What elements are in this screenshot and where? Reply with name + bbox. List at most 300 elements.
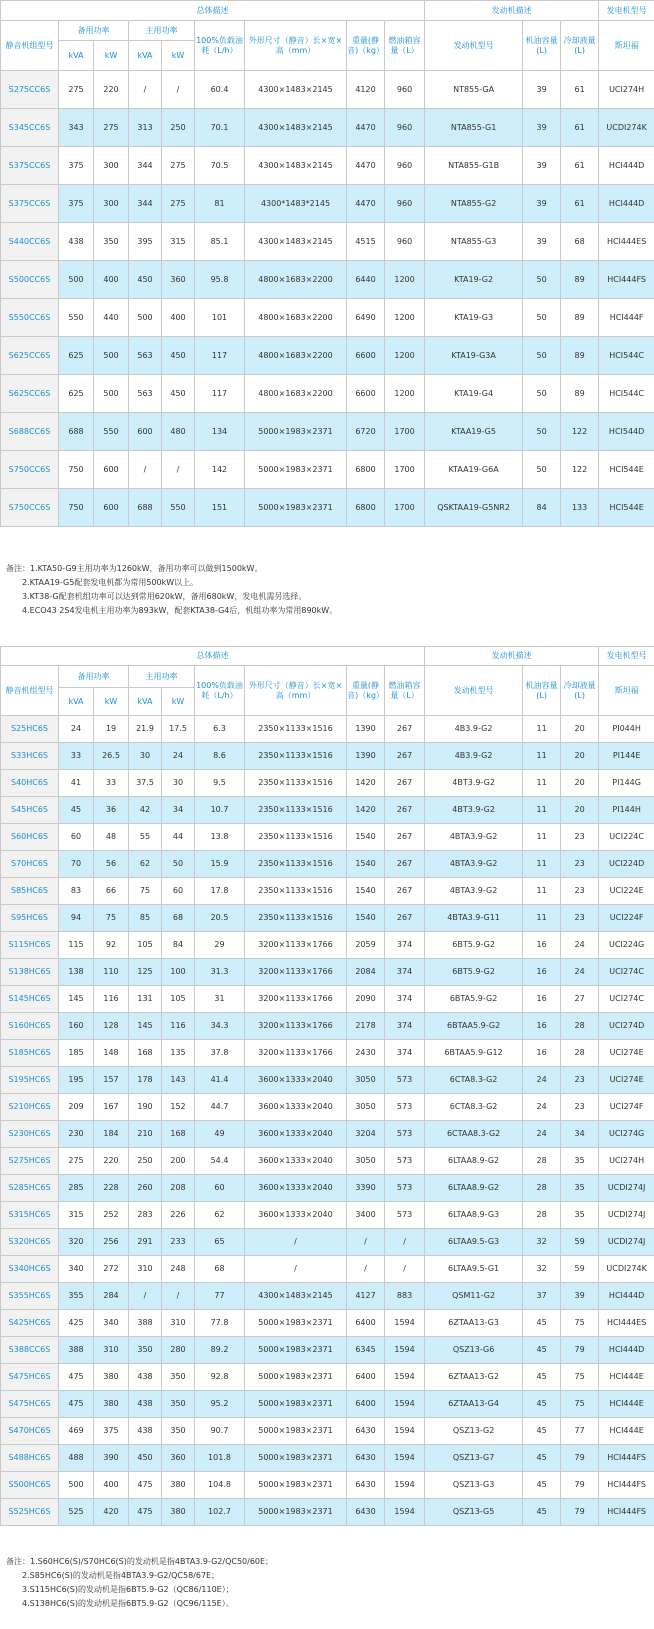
- standby-kw-cell: 380: [94, 1391, 129, 1418]
- weight-cell: 6430: [347, 1499, 385, 1526]
- fuel-cell: 85.1: [195, 223, 245, 261]
- coolant-cell: 39: [561, 1283, 599, 1310]
- standby-kva-cell: 230: [59, 1121, 94, 1148]
- standby-kw-cell: 375: [94, 1418, 129, 1445]
- standby-kva-cell: 94: [59, 905, 94, 932]
- oil-cell: 16: [523, 1013, 561, 1040]
- note-line: 备注：1.KTA50-G9主用功率为1260kW，备用功率可以做到1500kW。: [6, 564, 263, 573]
- table-row: [1, 932, 654, 959]
- prime-kw-cell: 380: [162, 1499, 195, 1526]
- prime-kw-cell: 30: [162, 770, 195, 797]
- fuel-cell: 20.5: [195, 905, 245, 932]
- prime-kw-cell: 24: [162, 743, 195, 770]
- alternator-header: 发电机型号: [599, 647, 654, 666]
- prime-kva-cell: 450: [129, 1445, 162, 1472]
- oil-cell: 28: [523, 1175, 561, 1202]
- note-line: 3.KT38-G配套机组功率可以达到常用620kW，备用680kW，发电机需另选择。: [22, 592, 307, 601]
- weight-cell: 6600: [347, 375, 385, 413]
- standby-kw-cell: 256: [94, 1229, 129, 1256]
- model-cell: S475HC6S: [1, 1391, 59, 1418]
- alternator-cell: UCI224F: [599, 905, 654, 932]
- engine-header: 发动机描述: [425, 1, 599, 21]
- weight-cell: 2084: [347, 959, 385, 986]
- coolant-cell: 61: [561, 109, 599, 147]
- kva-header: kVA: [129, 41, 162, 71]
- standby-kva-cell: 469: [59, 1418, 94, 1445]
- table-row: [1, 1040, 654, 1067]
- dimensions-cell: 3200×1133×1766: [245, 1013, 347, 1040]
- weight-cell: 1420: [347, 797, 385, 824]
- tank-cell: 1200: [385, 337, 425, 375]
- table-body: [1, 716, 654, 1526]
- engine-model-cell: KTA19-G3: [425, 299, 523, 337]
- weight-cell: 4127: [347, 1283, 385, 1310]
- prime-kw-cell: 350: [162, 1364, 195, 1391]
- fuel-cell: 90.7: [195, 1418, 245, 1445]
- oil-cell: 45: [523, 1445, 561, 1472]
- alternator-cell: UCI274E: [599, 1067, 654, 1094]
- table-body: [1, 71, 654, 527]
- table-row: [1, 71, 654, 109]
- tank-cell: 267: [385, 905, 425, 932]
- prime-kw-cell: 400: [162, 299, 195, 337]
- fuel-cell: 62: [195, 1202, 245, 1229]
- weight-cell: 1420: [347, 770, 385, 797]
- table-row: [1, 1337, 654, 1364]
- tank-cell: 374: [385, 986, 425, 1013]
- prime-kva-cell: 250: [129, 1148, 162, 1175]
- alternator-cell: PI144G: [599, 770, 654, 797]
- alt-brand-header: 斯坦福: [599, 21, 654, 71]
- weight-cell: 1540: [347, 905, 385, 932]
- fuel-header: 100%负载油耗（L/h）: [195, 666, 245, 716]
- coolant-cell: 89: [561, 299, 599, 337]
- weight-cell: 2090: [347, 986, 385, 1013]
- standby-kw-cell: 500: [94, 337, 129, 375]
- engine-model-cell: 4BTA3.9-G2: [425, 851, 523, 878]
- alternator-cell: HCI444FS: [599, 1445, 654, 1472]
- fuel-cell: 41.4: [195, 1067, 245, 1094]
- model-cell: S85HC6S: [1, 878, 59, 905]
- oil-cell: 11: [523, 824, 561, 851]
- engine-model-cell: 6BT5.9-G2: [425, 932, 523, 959]
- fuel-cell: 117: [195, 337, 245, 375]
- fuel-cell: 134: [195, 413, 245, 451]
- alternator-cell: HCI444D: [599, 185, 654, 223]
- dimensions-cell: 5000×1983×2371: [245, 489, 347, 527]
- dimensions-cell: 3600×1333×2040: [245, 1121, 347, 1148]
- fuel-cell: 54.4: [195, 1148, 245, 1175]
- kw-header: kW: [162, 688, 195, 716]
- prime-kva-cell: 55: [129, 824, 162, 851]
- oil-cell: 11: [523, 716, 561, 743]
- engine-model-cell: NT855-GA: [425, 71, 523, 109]
- prime-kw-cell: 152: [162, 1094, 195, 1121]
- table-row: [1, 1283, 654, 1310]
- standby-power-header: 备用功率: [59, 21, 129, 41]
- coolant-cell: 20: [561, 743, 599, 770]
- prime-kw-cell: 550: [162, 489, 195, 527]
- prime-kva-cell: 291: [129, 1229, 162, 1256]
- fuel-cell: 104.8: [195, 1472, 245, 1499]
- weight-cell: 4470: [347, 109, 385, 147]
- spec-table: [0, 0, 654, 527]
- dimensions-cell: 2350×1133×1516: [245, 743, 347, 770]
- dimensions-cell: 4300×1483×2145: [245, 71, 347, 109]
- standby-kw-cell: 157: [94, 1067, 129, 1094]
- alternator-cell: UCDI274J: [599, 1175, 654, 1202]
- coolant-cell: 35: [561, 1175, 599, 1202]
- standby-kva-cell: 70: [59, 851, 94, 878]
- engine-model-cell: QSZ13-G6: [425, 1337, 523, 1364]
- engine-model-cell: KTA19-G4: [425, 375, 523, 413]
- engine-model-cell: 6CTAA8.3-G2: [425, 1121, 523, 1148]
- fuel-cell: 89.2: [195, 1337, 245, 1364]
- fuel-cell: 37.8: [195, 1040, 245, 1067]
- tank-cell: 1700: [385, 489, 425, 527]
- prime-kva-cell: 438: [129, 1391, 162, 1418]
- standby-kva-cell: 41: [59, 770, 94, 797]
- oil-header: 机油容量(L): [523, 21, 561, 71]
- prime-kva-cell: 600: [129, 413, 162, 451]
- fuel-cell: 102.7: [195, 1499, 245, 1526]
- table-row: [1, 337, 654, 375]
- model-cell: S60HC6S: [1, 824, 59, 851]
- oil-cell: 50: [523, 413, 561, 451]
- oil-cell: 84: [523, 489, 561, 527]
- alternator-cell: UCDI274J: [599, 1202, 654, 1229]
- tank-cell: 267: [385, 716, 425, 743]
- dimensions-cell: 4300×1483×2145: [245, 109, 347, 147]
- standby-kw-cell: 420: [94, 1499, 129, 1526]
- model-cell: S33HC6S: [1, 743, 59, 770]
- model-cell: S488HC6S: [1, 1445, 59, 1472]
- engine-model-cell: 4B3.9-G2: [425, 716, 523, 743]
- model-cell: S315HC6S: [1, 1202, 59, 1229]
- alternator-cell: HCI544C: [599, 337, 654, 375]
- prime-kw-cell: 60: [162, 878, 195, 905]
- prime-kw-cell: 143: [162, 1067, 195, 1094]
- weight-cell: 6720: [347, 413, 385, 451]
- prime-power-header: 主用功率: [129, 666, 195, 688]
- oil-cell: 16: [523, 1040, 561, 1067]
- prime-kva-cell: 145: [129, 1013, 162, 1040]
- standby-kw-cell: 110: [94, 959, 129, 986]
- fuel-cell: 31: [195, 986, 245, 1013]
- prime-kw-cell: 34: [162, 797, 195, 824]
- engine-model-cell: KTAA19-G5: [425, 413, 523, 451]
- standby-kva-cell: 375: [59, 147, 94, 185]
- weight-cell: 6400: [347, 1364, 385, 1391]
- coolant-cell: 20: [561, 770, 599, 797]
- coolant-cell: 35: [561, 1148, 599, 1175]
- standby-kva-cell: 550: [59, 299, 94, 337]
- dimensions-cell: 3200×1133×1766: [245, 986, 347, 1013]
- standby-kva-cell: 138: [59, 959, 94, 986]
- fuel-cell: 34.3: [195, 1013, 245, 1040]
- oil-cell: 45: [523, 1499, 561, 1526]
- notes: [6, 1555, 646, 1611]
- dimensions-cell: 2350×1133×1516: [245, 716, 347, 743]
- coolant-cell: 28: [561, 1040, 599, 1067]
- standby-kva-cell: 525: [59, 1499, 94, 1526]
- engine-model-cell: 6CTA8.3-G2: [425, 1067, 523, 1094]
- model-cell: S625CC6S: [1, 375, 59, 413]
- dimensions-cell: 5000×1983×2371: [245, 1445, 347, 1472]
- weight-cell: 6430: [347, 1472, 385, 1499]
- prime-kw-cell: 450: [162, 375, 195, 413]
- engine-model-cell: QSKTAA19-G5NR2: [425, 489, 523, 527]
- overview-header: 总体描述: [1, 647, 425, 666]
- oil-cell: 11: [523, 797, 561, 824]
- standby-kva-cell: 438: [59, 223, 94, 261]
- standby-kva-cell: 83: [59, 878, 94, 905]
- model-cell: S275CC6S: [1, 71, 59, 109]
- prime-kva-cell: 190: [129, 1094, 162, 1121]
- prime-kw-cell: 248: [162, 1256, 195, 1283]
- alternator-cell: HCI444E: [599, 1418, 654, 1445]
- prime-kw-cell: 450: [162, 337, 195, 375]
- oil-cell: 28: [523, 1202, 561, 1229]
- alternator-cell: HCI444FS: [599, 1499, 654, 1526]
- tank-cell: 1594: [385, 1364, 425, 1391]
- fuel-cell: 95.8: [195, 261, 245, 299]
- coolant-cell: 75: [561, 1310, 599, 1337]
- alternator-cell: UCI274H: [599, 1148, 654, 1175]
- kva-header: kVA: [59, 688, 94, 716]
- tank-cell: 374: [385, 1013, 425, 1040]
- weight-cell: /: [347, 1256, 385, 1283]
- oil-cell: 50: [523, 375, 561, 413]
- alternator-cell: HCI444D: [599, 1283, 654, 1310]
- model-cell: S688CC6S: [1, 413, 59, 451]
- standby-kw-cell: 380: [94, 1364, 129, 1391]
- alternator-cell: UCDI274K: [599, 1256, 654, 1283]
- tank-cell: /: [385, 1229, 425, 1256]
- prime-kw-cell: 17.5: [162, 716, 195, 743]
- standby-kw-cell: 36: [94, 797, 129, 824]
- weight-cell: 1390: [347, 716, 385, 743]
- standby-kw-cell: 228: [94, 1175, 129, 1202]
- table-row: [1, 959, 654, 986]
- table-row: [1, 489, 654, 527]
- oil-cell: 39: [523, 71, 561, 109]
- tank-cell: 267: [385, 797, 425, 824]
- prime-power-header: 主用功率: [129, 21, 195, 41]
- dimensions-cell: 4300×1483×2145: [245, 147, 347, 185]
- dimensions-cell: /: [245, 1229, 347, 1256]
- oil-cell: 37: [523, 1283, 561, 1310]
- weight-cell: 6400: [347, 1391, 385, 1418]
- tank-cell: 1594: [385, 1418, 425, 1445]
- model-cell: S475HC6S: [1, 1364, 59, 1391]
- alternator-cell: UCI274C: [599, 986, 654, 1013]
- fuel-cell: 8.6: [195, 743, 245, 770]
- kva-header: kVA: [59, 41, 94, 71]
- model-cell: S470HC6S: [1, 1418, 59, 1445]
- engine-model-cell: 6LTAA9.5-G3: [425, 1229, 523, 1256]
- model-cell: S40HC6S: [1, 770, 59, 797]
- kw-header: kW: [94, 41, 129, 71]
- tank-cell: 960: [385, 223, 425, 261]
- standby-kva-cell: 185: [59, 1040, 94, 1067]
- prime-kw-cell: /: [162, 71, 195, 109]
- prime-kva-cell: 210: [129, 1121, 162, 1148]
- weight-cell: 1540: [347, 824, 385, 851]
- standby-kw-cell: 56: [94, 851, 129, 878]
- coolant-cell: 75: [561, 1391, 599, 1418]
- dimensions-cell: 4800×1683×2200: [245, 299, 347, 337]
- tank-cell: 960: [385, 147, 425, 185]
- dimensions-cell: 2350×1133×1516: [245, 770, 347, 797]
- prime-kw-cell: 105: [162, 986, 195, 1013]
- prime-kw-cell: 350: [162, 1418, 195, 1445]
- model-cell: S230HC6S: [1, 1121, 59, 1148]
- alternator-cell: HCI544E: [599, 489, 654, 527]
- dimensions-cell: 3600×1333×2040: [245, 1148, 347, 1175]
- tank-cell: 573: [385, 1175, 425, 1202]
- dimensions-cell: 2350×1133×1516: [245, 851, 347, 878]
- tank-header: 燃油箱容量（L）: [385, 666, 425, 716]
- coolant-cell: 122: [561, 451, 599, 489]
- tank-cell: 267: [385, 824, 425, 851]
- fuel-cell: 142: [195, 451, 245, 489]
- weight-cell: 4515: [347, 223, 385, 261]
- prime-kw-cell: 275: [162, 147, 195, 185]
- standby-kw-cell: 300: [94, 185, 129, 223]
- dimensions-header: 外形尺寸（静音）长×宽×高（mm）: [245, 21, 347, 71]
- dimensions-cell: 5000×1983×2371: [245, 1472, 347, 1499]
- alternator-cell: UCI274D: [599, 1013, 654, 1040]
- coolant-cell: 75: [561, 1364, 599, 1391]
- oil-cell: 11: [523, 851, 561, 878]
- model-cell: S625CC6S: [1, 337, 59, 375]
- model-cell: S285HC6S: [1, 1175, 59, 1202]
- engine-model-cell: 4B3.9-G2: [425, 743, 523, 770]
- coolant-cell: 77: [561, 1418, 599, 1445]
- table-row: [1, 905, 654, 932]
- table-row: [1, 375, 654, 413]
- fuel-header: 100%负载油耗（L/h）: [195, 21, 245, 71]
- standby-kw-cell: 390: [94, 1445, 129, 1472]
- table-row: [1, 743, 654, 770]
- tank-cell: 573: [385, 1067, 425, 1094]
- model-cell: S320HC6S: [1, 1229, 59, 1256]
- table-row: [1, 1310, 654, 1337]
- engine-model-cell: QSZ13-G7: [425, 1445, 523, 1472]
- fuel-cell: 117: [195, 375, 245, 413]
- fuel-cell: 65: [195, 1229, 245, 1256]
- engine-model-cell: QSZ13-G5: [425, 1499, 523, 1526]
- prime-kva-cell: 42: [129, 797, 162, 824]
- alternator-cell: HCI444D: [599, 147, 654, 185]
- model-cell: S550CC6S: [1, 299, 59, 337]
- tank-cell: 883: [385, 1283, 425, 1310]
- alternator-cell: HCI544D: [599, 413, 654, 451]
- tank-cell: 960: [385, 109, 425, 147]
- alternator-cell: UCI274C: [599, 959, 654, 986]
- standby-kw-cell: 167: [94, 1094, 129, 1121]
- prime-kw-cell: /: [162, 451, 195, 489]
- alternator-cell: UCI224G: [599, 932, 654, 959]
- weight-header: 重量(静音)（kg）: [347, 666, 385, 716]
- table-row: [1, 223, 654, 261]
- tank-cell: 960: [385, 71, 425, 109]
- model-cell: S440CC6S: [1, 223, 59, 261]
- dimensions-cell: 2350×1133×1516: [245, 878, 347, 905]
- tank-cell: 1700: [385, 413, 425, 451]
- tank-cell: 267: [385, 743, 425, 770]
- dimensions-cell: 2350×1133×1516: [245, 905, 347, 932]
- tank-cell: 1594: [385, 1472, 425, 1499]
- prime-kva-cell: 313: [129, 109, 162, 147]
- engine-model-cell: 6ZTAA13-G4: [425, 1391, 523, 1418]
- alternator-cell: HCI544C: [599, 375, 654, 413]
- standby-kw-cell: 310: [94, 1337, 129, 1364]
- standby-kw-cell: 33: [94, 770, 129, 797]
- standby-kva-cell: 475: [59, 1391, 94, 1418]
- standby-kw-cell: 350: [94, 223, 129, 261]
- table-row: [1, 1445, 654, 1472]
- standby-kw-cell: 116: [94, 986, 129, 1013]
- standby-kw-cell: 48: [94, 824, 129, 851]
- dimensions-cell: 5000×1983×2371: [245, 451, 347, 489]
- dimensions-cell: 5000×1983×2371: [245, 1418, 347, 1445]
- weight-cell: 6400: [347, 1310, 385, 1337]
- oil-cell: 39: [523, 147, 561, 185]
- prime-kva-cell: 37.5: [129, 770, 162, 797]
- weight-cell: 6440: [347, 261, 385, 299]
- standby-kva-cell: 488: [59, 1445, 94, 1472]
- alternator-cell: HCI444ES: [599, 1310, 654, 1337]
- tank-cell: 573: [385, 1202, 425, 1229]
- model-cell: S375CC6S: [1, 185, 59, 223]
- tank-cell: 374: [385, 959, 425, 986]
- table-row: [1, 299, 654, 337]
- standby-kva-cell: 340: [59, 1256, 94, 1283]
- coolant-cell: 28: [561, 1013, 599, 1040]
- alternator-cell: UCI274G: [599, 1121, 654, 1148]
- coolant-cell: 27: [561, 986, 599, 1013]
- alternator-cell: HCI444D: [599, 1337, 654, 1364]
- weight-cell: 6800: [347, 451, 385, 489]
- coolant-cell: 23: [561, 824, 599, 851]
- engine-model-cell: 6LTAA9.5-G1: [425, 1256, 523, 1283]
- model-cell: S388CC6S: [1, 1337, 59, 1364]
- tank-cell: /: [385, 1256, 425, 1283]
- coolant-cell: 24: [561, 959, 599, 986]
- tank-cell: 1594: [385, 1391, 425, 1418]
- oil-cell: 45: [523, 1364, 561, 1391]
- standby-kva-cell: 388: [59, 1337, 94, 1364]
- alternator-cell: HCI444F: [599, 299, 654, 337]
- fuel-cell: 70.1: [195, 109, 245, 147]
- weight-cell: 3400: [347, 1202, 385, 1229]
- standby-kw-cell: 500: [94, 375, 129, 413]
- standby-kva-cell: 625: [59, 375, 94, 413]
- coolant-cell: 79: [561, 1337, 599, 1364]
- oil-cell: 16: [523, 932, 561, 959]
- model-cell: S355HC6S: [1, 1283, 59, 1310]
- model-cell: S95HC6S: [1, 905, 59, 932]
- alternator-cell: HCI444E: [599, 1391, 654, 1418]
- model-cell: S45HC6S: [1, 797, 59, 824]
- standby-kva-cell: 355: [59, 1283, 94, 1310]
- table-row: [1, 1067, 654, 1094]
- table-row: [1, 1472, 654, 1499]
- standby-kva-cell: 45: [59, 797, 94, 824]
- fuel-cell: 77.8: [195, 1310, 245, 1337]
